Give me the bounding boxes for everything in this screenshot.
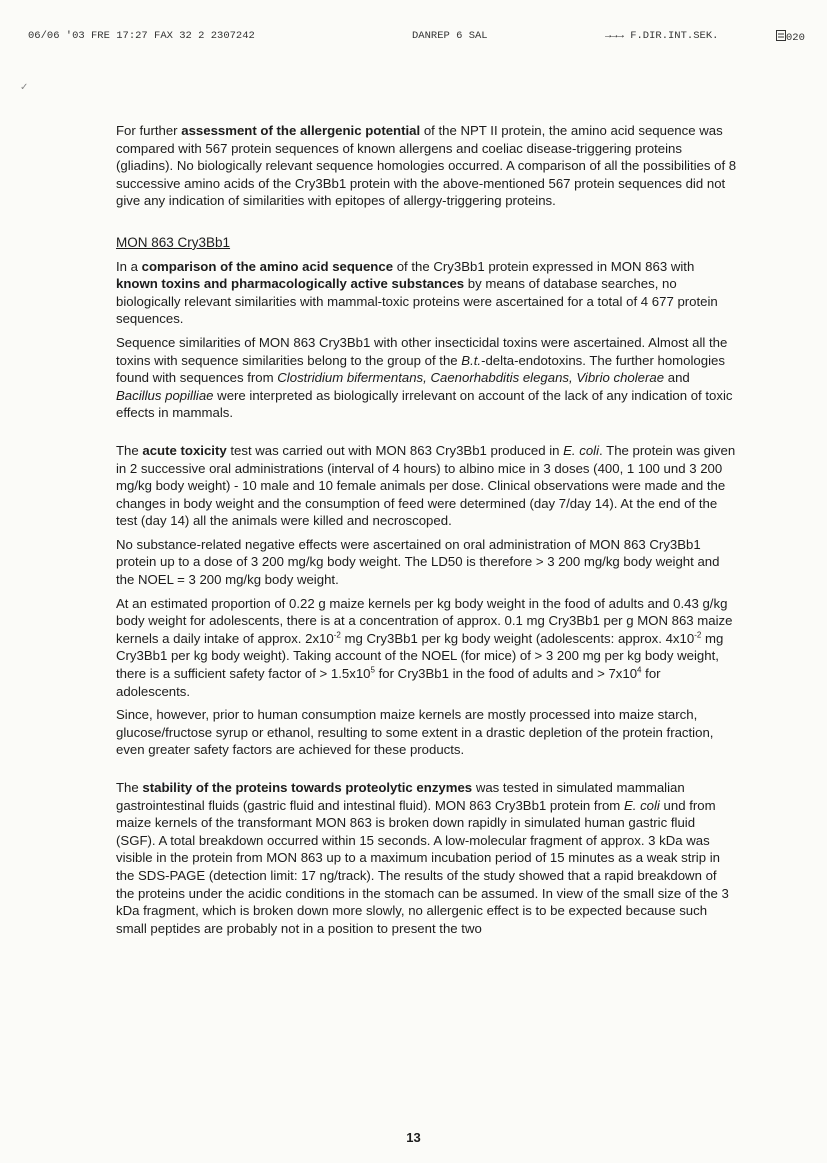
superscript: 4: [637, 665, 642, 675]
margin-mark: ✓: [20, 82, 29, 93]
italic-text: B.t.: [461, 352, 482, 368]
fax-header-left: 06/06 '03 FRE 17:27 FAX 32 2 2307242: [28, 30, 255, 42]
text: of the NPT II protein, the amino acid sequence was compared with 567 protein sequences of known allergens and coeliac disease-triggering proteins (gliadins). No biologically relevant sequence homologies occurred. A comparison of all the possibilities of 8 successive amino acids of the Cry3Bb1 protein with the above-mentioned 567 protein sequences did not give any indication of similarities with epitopes of allergy-triggering proteins.: [116, 123, 737, 209]
text: For further: [116, 123, 182, 138]
bold-text: assessment of the allergenic potential: [181, 123, 421, 138]
text: . The protein was given in 2 successive oral administrations (interval of 4 hours) to albino mice in 3 doses (400, 1 100 und 3 200 mg/kg body weight) - 10 male and 10 female animals per dose. Clinical observations were made and the changes in body weight and the consumption of feed were determined (day 7/day 14). At the end of the test (day 14) all the animals were killed and necroscoped.: [116, 442, 736, 529]
superscript: 5: [370, 665, 375, 675]
text: test was carried out with MON 863 Cry3Bb1 produced in: [226, 442, 564, 458]
text: mg Cry3Bb1 per kg body weight). Taking account of the NOEL (for mice) of > 3 200 mg per kg body weight, there is a sufficient safety factor of > 1.5x10: [116, 630, 724, 682]
text: The: [116, 780, 143, 795]
page-number: 13: [406, 1130, 421, 1145]
paragraph-acute-toxicity: [116, 442, 738, 530]
bold-text: known toxins and pharmacologically active substances: [116, 276, 465, 292]
text: The: [116, 442, 143, 458]
paragraph-proteolytic-stability: [116, 779, 738, 937]
bold-text: acute toxicity: [142, 442, 227, 458]
paragraph-processing: Since, however, prior to human consumption maize kernels are mostly processed into maize starch, glucose/fructose syrup or ethanol, resulting to some extent in a drastic depletion of the protein fraction, even greater safety factors are achieved for these products.: [116, 707, 714, 758]
text: At an estimated proportion of 0.22 g maize kernels per kg body weight in the food of adults and 0.43 g/kg body weight for adolescents, there is at a concentration of approx. 0.1 mg Cry3Bb1 per g MON 863 maize kernels a daily intake of approx. 2x10: [116, 595, 733, 646]
text: mg Cry3Bb1 per kg body weight (adolescents: approx. 4x10: [340, 630, 695, 646]
document-body: [116, 122, 738, 943]
fax-page-counter: [776, 30, 805, 44]
text: were interpreted as biologically irrelevant on account of the lack of any indication of toxic effects in mammals.: [116, 387, 733, 421]
paragraph-safety-factor: [116, 595, 738, 701]
paragraph-ld50: No substance-related negative effects were ascertained on oral administration of MON 863 Cry3Bb1 protein up to a dose of 3 200 mg/kg body weight. The LD50 is therefore > 3 200 mg/kg body weight and the NOEL = 3 200 mg/kg body weight.: [116, 536, 720, 588]
text: for Cry3Bb1 in the food of adults and > 7x10: [374, 666, 638, 682]
paragraph-allergenic-potential: [116, 122, 738, 210]
document-icon: [776, 30, 786, 41]
text: and: [664, 370, 690, 386]
superscript: -2: [694, 630, 702, 640]
text: -delta-endotoxins. The further homologies found with sequences from: [116, 352, 725, 386]
text: of the Cry3Bb1 protein expressed in MON 863 with: [393, 258, 695, 274]
fax-header: [0, 30, 827, 48]
section-heading: MON 863 Cry3Bb1: [116, 234, 231, 250]
text: was tested in simulated mammalian gastrointestinal fluids (gastric fluid and intestinal fluid). MON 863 Cry3Bb1 protein from: [116, 780, 685, 813]
italic-text: E. coli: [563, 442, 600, 458]
text: for adolescents.: [116, 666, 661, 699]
paragraph-insecticidal-toxins: [116, 334, 738, 422]
text: In a: [116, 258, 142, 274]
italic-text: Clostridium bifermentans, Caenorhabditis elegans, Vibrio cholerae: [277, 370, 665, 386]
text: Sequence similarities of MON 863 Cry3Bb1 with other insecticidal toxins were ascertained. Almost all the toxins with sequence similarities belong to the group of the: [116, 334, 728, 368]
fax-header-sender: DANREP 6 SAL: [412, 30, 488, 42]
paragraph-sequence-comparison: [116, 258, 738, 328]
italic-text: Bacillus popilliae: [116, 387, 214, 403]
fax-header-recipient: →→→ F.DIR.INT.SEK.: [605, 30, 719, 42]
bold-text: stability of the proteins towards proteolytic enzymes: [142, 780, 473, 795]
text: und from maize kernels of the transformant MON 863 is broken down rapidly in simulated human gastric fluid (SGF). A total breakdown occurred within 15 seconds. A low-molecular fragment of approx. 3 kDa was visible in the protein from MON 863 up to a maximum incubation period of 15 minutes as a weak strip in the SDS-PAGE (detection limit: 17 ng/track). The results of the study showed that a rapid breakdown of the proteins under the acidic conditions in the stomach can be assumed. In view of the small size of the 3 kDa fragment, which is broken down more slowly, no allergenic effect is to be expected because such small peptides are probably not in a position to present the two: [116, 797, 729, 936]
text: by means of database searches, no biologically relevant similarities with mammal-toxic proteins were ascertained for a total of 4 677 protein sequences.: [116, 276, 718, 327]
superscript: -2: [333, 630, 341, 640]
fax-page-number: 020: [786, 32, 805, 44]
bold-text: comparison of the amino acid sequence: [141, 258, 394, 274]
italic-text: E. coli: [623, 797, 660, 813]
